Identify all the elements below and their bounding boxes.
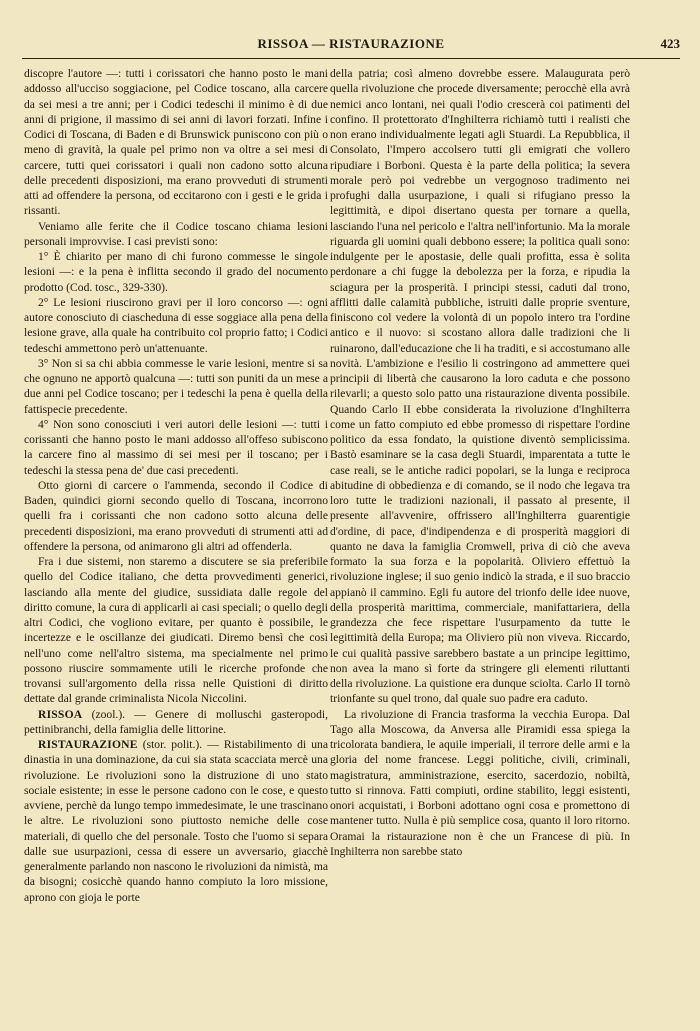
paragraph-text: Veniamo alle ferite che il Codice toscano chiama lesioni personali improvvise. I casi previsti sono: (24, 219, 328, 248)
paragraph (330, 66, 630, 707)
paragraph-text: (stor. polit.). — Ristabilimento di una dinastia in una dominazione, da cui sia stata scacciata mercè una rivoluzione. Le rivoluzioni sono la distruzione di uno stato sociale esistente; in esse le persone cadono con le cose, e questo avviene, perchè da lungo tempo immedesimate, le une trascinano le altre. Le rivoluzioni sono piuttosto nemiche delle cose materiali, di quello che del personale. Tosto che l'uomo si separa dalle sue usurpazioni, cessa di essere un avversario, giacchè generalmente parlando non nascono le rivoluzioni da nimistà, ma da bisogni; cosicchè quando hanno compiuto la loro missione, aprono con gioja le porte (24, 738, 328, 904)
paragraph (24, 554, 328, 707)
paragraph (24, 249, 328, 295)
paragraph-text: (zool.). — Genere di molluschi gasteropodi, pettinibranchi, della famiglia delle littorine. (24, 707, 328, 736)
paragraph (24, 219, 328, 250)
paragraph (24, 417, 328, 478)
paragraph-text: 4° Non sono conosciuti i veri autori delle lesioni —: tutti i corissanti che hanno posto le mani addosso all'offeso subiscono la carcere fino al massimo di sei mesi per il toscano; per i tedeschi la stessa pena de' due casi precedenti. (24, 417, 328, 477)
paragraph-text: Otto giorni di carcere o l'ammenda, secondo il Codice di Baden, quindici giorni secondo quello di Toscana, incorrono quelli fra i corissanti che non cadono sotto alcuna delle precedenti disposizioni, ma erano provveduti di strumenti atti ad offendere la persona, od animarono gli altri ad offenderla. (24, 478, 328, 553)
left-column (24, 66, 328, 905)
right-column (330, 66, 630, 859)
running-head: RISSOA — RISTAURAZIONE (257, 36, 445, 51)
header-rule (22, 58, 680, 59)
page-number: 423 (660, 36, 680, 51)
paragraph (24, 478, 328, 554)
paragraph-text: discopre l'autore —: tutti i corissatori che hanno posto le mani addosso all'ucciso soggiacione, pel Codice toscano, alla carcere da sei mesi a tre anni; per i Codici tedeschi il minimo è di due anni di prigione, il massimo di sei anni di lavori forzati. Infine i Codici di Toscana, di Baden e di Brunswick puniscono con più o meno di gravità, la quale pel primo non va oltre a sei mesi di carcere, tutti quei corissatori i quali non cadono sotto alcuna delle precedenti disposizioni, ma erano provveduti di strumenti atti ad offendere la persona, od eccitarono con i gesti e le grida i rissanti. (24, 67, 328, 218)
page-header (22, 34, 680, 54)
paragraph-text: della patria; così almeno dovrebbe essere. Malaugurata però quella rivoluzione che procede diversamente; perocchè ella avrà nemici anco lontani, nei quali l'odio crescerà coi patimenti del confino. Il protettorato d'Inghilterra richiamò tutti i realisti che non erano individualmente legati agli Stuardi. La Repubblica, il Consolato, l'Impero accolsero tutti gli emigrati che vollero ripudiare i Borboni. Questa è la parte della politica; la severa morale però poi vedrebbe un vergognoso tradimento nei profughi dalla usurpazione, i quali si rifugiano presso la legittimità, e dipoi disertano questa per tornare a quella, lasciando l'una nel pericolo e l'altra nell'infortunio. Ma la morale riguarda gli uomini quali debbono essere; la politica quali sono: indulgente per le apostasie, delle quali profitta, essa è solita perdonare a chi fugge la debolezza per la forza, e ripudia la sciagura per la prosperità. I principi stessi, caduti dal trono, afflitti dalle calamità pubbliche, istruiti dalle proprie sventure, finiscono col vedere la volontà di un popolo intero tra l'ordine antico e il nuovo: si scostano allora dalle tradizioni che li ruinarono, dall'educazione che li ha traditi, e si accostumano alle novità. L'ambizione e l'esilio li costringono ad ammettere quei principii di libertà che causarono la loro caduta e che possono rilevarli; a questo solo patto una ristaurazione diventa possibile. Quando Carlo II ebbe considerata la rivoluzione d'Inghilterra come un fatto compiuto ed ebbe promesso di rispettare l'ordine politico da essa fondato, la quistione diventò semplicissima. Bastò esaminare se la casa degli Stuardi, imparentata a tutte le case reali, se le antiche radici popolari, se la lunga e reciproca abitudine di obbedienza e di comando, se il nodo che legava tra loro tutte le tradizioni nazionali, il passato al presente, il presente all'avvenire, offrissero all'Inghilterra guarentigie d'ordine, di pace, d'indipendenza e di prosperità maggiori di quanto ne dava la famiglia Cromwell, priva di ciò che aveva formato la sua forza e la popolarità. Oliviero effettuò la rivoluzione inglese; il suo genio indicò la strada, e il suo braccio appianò il cammino. Egli fu autore del trionfo delle idee nuove, della prosperità marittima, commerciale, manifattariera, della grandezza che fece rispettare l'usurpamento da tutte le legittimità della Europa; ma Oliviero più non viveva. Riccardo, le cui qualità passive sarebbero bastate a un principe legittimo, non avea la mano sì forte da stringere gli elementi riluttanti della rivoluzione. La quistione era dunque sciolta. Carlo II tornò trionfante su quel trono, dal quale suo padre era caduto. (330, 67, 630, 706)
paragraph-text: 1° È chiarito per mano di chi furono commesse le singole lesioni —: e la pena è inflitta secondo il grado del nocumento prodotto (Cod. tosc., 329-330). (24, 250, 328, 294)
paragraph (24, 737, 328, 905)
entry-headword: RISSOA (38, 707, 83, 721)
paragraph-text: La rivoluzione di Francia trasforma la vecchia Europa. Dal Tago alla Moscowa, da Anversa alle Piramidi essa spiega la tricolorata bandiera, le aquile imperiali, il terrore delle armi e la gloria del nome francese. Leggi politiche, civili, criminali, magistratura, amministrazione, esercito, sacerdozio, nobiltà, tutto si rinnova. Fatti compiuti, ordine stabilito, leggi esistenti, onori acquistati, i Borboni adottano ogni cosa e promettono di mantener tutto. Nulla è più semplice cosa, quanto il loro ritorno. Oramai la ristaurazione non è che un Francese di più. In Inghilterra non sarebbe stato (330, 707, 630, 858)
entry-headword: RISTAURAZIONE (38, 738, 138, 751)
paragraph (24, 66, 328, 219)
paragraph-text: Fra i due sistemi, non staremo a discutere se sia preferibile quello del Codice italiano, che detta provvedimenti generici, lasciando alla mente del giudice, sussidiata dalle regole del diritto comune, la cura di applicarli ai casi speciali; o quello degli altri Codici, che vogliono evitare, per quanto è possibile, le incertezze e le oscillanze dei giudicati. Diremo bensì che così nell'uno come nell'altro sistema, ma specialmente nel primo possono riuscire sommamente utili le ricerche profonde che trovansi sull'argomento della rissa nelle Quistioni di diritto dettate dal grande criminalista Nicola Niccolini. (24, 555, 328, 706)
paragraph (24, 295, 328, 356)
paragraph (24, 707, 328, 738)
paragraph-text: 2° Le lesioni riuscirono gravi per il loro concorso —: ogni autore conosciuto di ciascheduna di esse soggiace alla pena della lesione grave, alla quale ha contribuito col proprio fatto; i Codici tedeschi ammettono però un'attenuante. (24, 295, 328, 355)
paragraph-text: 3° Non si sa chi abbia commesse le varie lesioni, mentre si sa che ognuno ne apportò qualcuna —: tutti son puniti da un mese a due anni pel Codice toscano; per i tedeschi la pena è quella della fattispecie precedente. (24, 356, 328, 416)
paragraph (24, 356, 328, 417)
paragraph (330, 707, 630, 860)
